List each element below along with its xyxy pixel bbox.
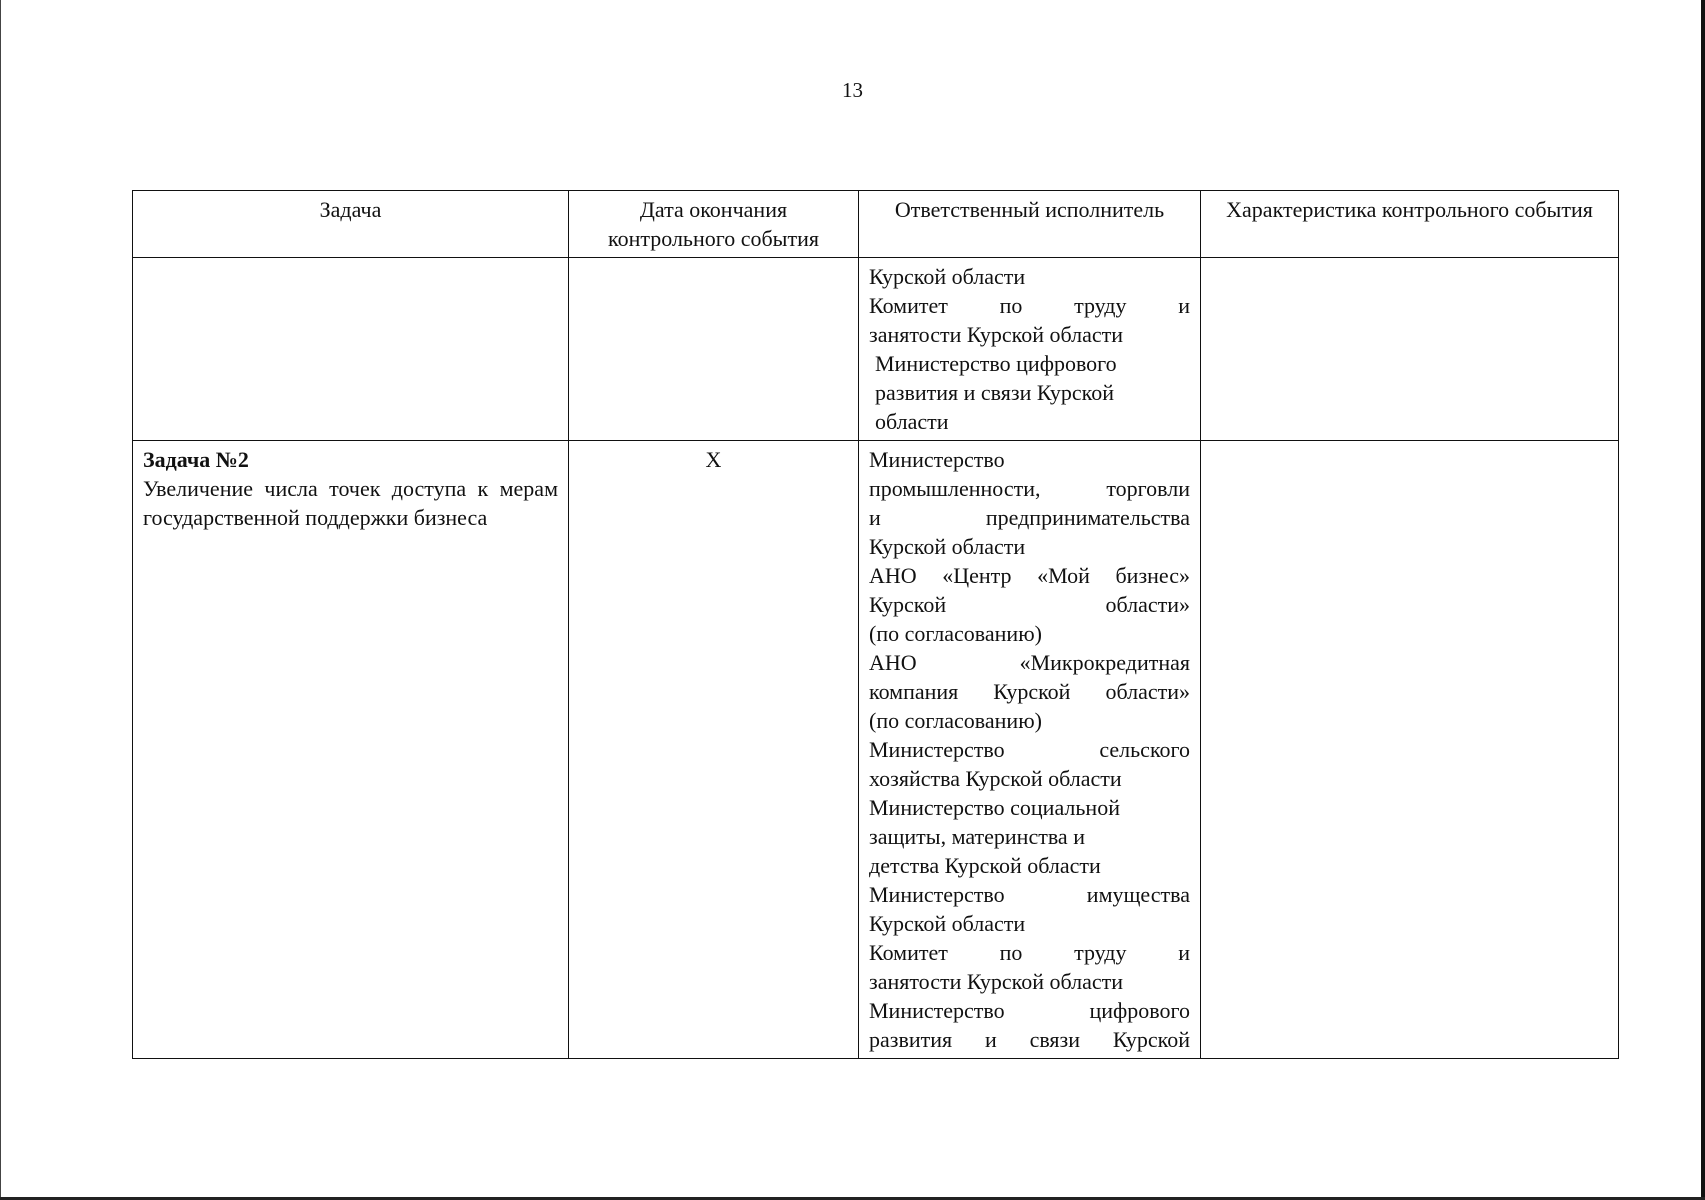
responsible-line: АНО «Микрокредитная (869, 650, 1190, 675)
responsible-line: Курской области (869, 264, 1026, 289)
cell-date-task-2: Х (569, 441, 859, 1059)
header-task: Задача (133, 191, 569, 258)
responsible-line: Курской области (869, 911, 1026, 936)
responsible-line: Комитет по труду и (869, 940, 1190, 965)
responsible-line: детства Курской области (869, 853, 1101, 878)
responsible-line: развития и связи Курской (875, 380, 1114, 405)
scan-edge-left (0, 0, 1, 1200)
cell-characteristic-task-2 (1201, 441, 1619, 1059)
responsible-line: (по согласованию) (869, 708, 1042, 733)
control-events-table (132, 190, 1619, 1059)
responsible-line: (по согласованию) (869, 621, 1042, 646)
cell-task-continuation (133, 258, 569, 441)
responsible-line: Курской области» (869, 592, 1190, 617)
responsible-line: Министерство имущества (869, 882, 1190, 907)
responsible-line: Министерство цифрового (875, 351, 1117, 376)
table-header-row (133, 191, 1619, 258)
responsible-line: Курской области (869, 534, 1026, 559)
responsible-line: хозяйства Курской области (869, 766, 1122, 791)
responsible-line: занятости Курской области (869, 322, 1124, 347)
responsible-line: области (875, 409, 949, 434)
responsible-line: Министерство социальной (869, 795, 1120, 820)
responsible-line: защиты, материнства и (869, 824, 1085, 849)
responsible-line: компания Курской области» (869, 679, 1190, 704)
responsible-line: занятости Курской области (869, 969, 1124, 994)
task-description: Увеличение числа точек доступа к мерам государственной поддержки бизнеса (143, 476, 558, 530)
responsible-line: развития и связи Курской (869, 1027, 1190, 1052)
header-characteristic: Характеристика контрольного события (1201, 191, 1619, 258)
responsible-line: Министерство сельского (869, 737, 1190, 762)
scan-edge-right (1701, 0, 1705, 1200)
cell-date-continuation (569, 258, 859, 441)
table-row-continuation (133, 258, 1619, 441)
cell-responsible-continuation (859, 258, 1201, 441)
responsible-line: и предпринимательства (869, 505, 1190, 530)
responsible-line: Министерство цифрового (869, 998, 1190, 1023)
header-date: Дата окончания контрольного события (569, 191, 859, 258)
header-responsible: Ответственный исполнитель (859, 191, 1201, 258)
responsible-line: промышленности, торговли (869, 476, 1190, 501)
responsible-line: АНО «Центр «Мой бизнес» (869, 563, 1190, 588)
cell-responsible-task-2 (859, 441, 1201, 1059)
cell-task-2 (133, 441, 569, 1059)
cell-characteristic-continuation (1201, 258, 1619, 441)
table-row-task-2 (133, 441, 1619, 1059)
task-title: Задача №2 (143, 447, 249, 472)
responsible-line: Министерство (869, 447, 1005, 472)
responsible-line: Комитет по труду и (869, 293, 1190, 318)
page-number: 13 (842, 78, 863, 102)
